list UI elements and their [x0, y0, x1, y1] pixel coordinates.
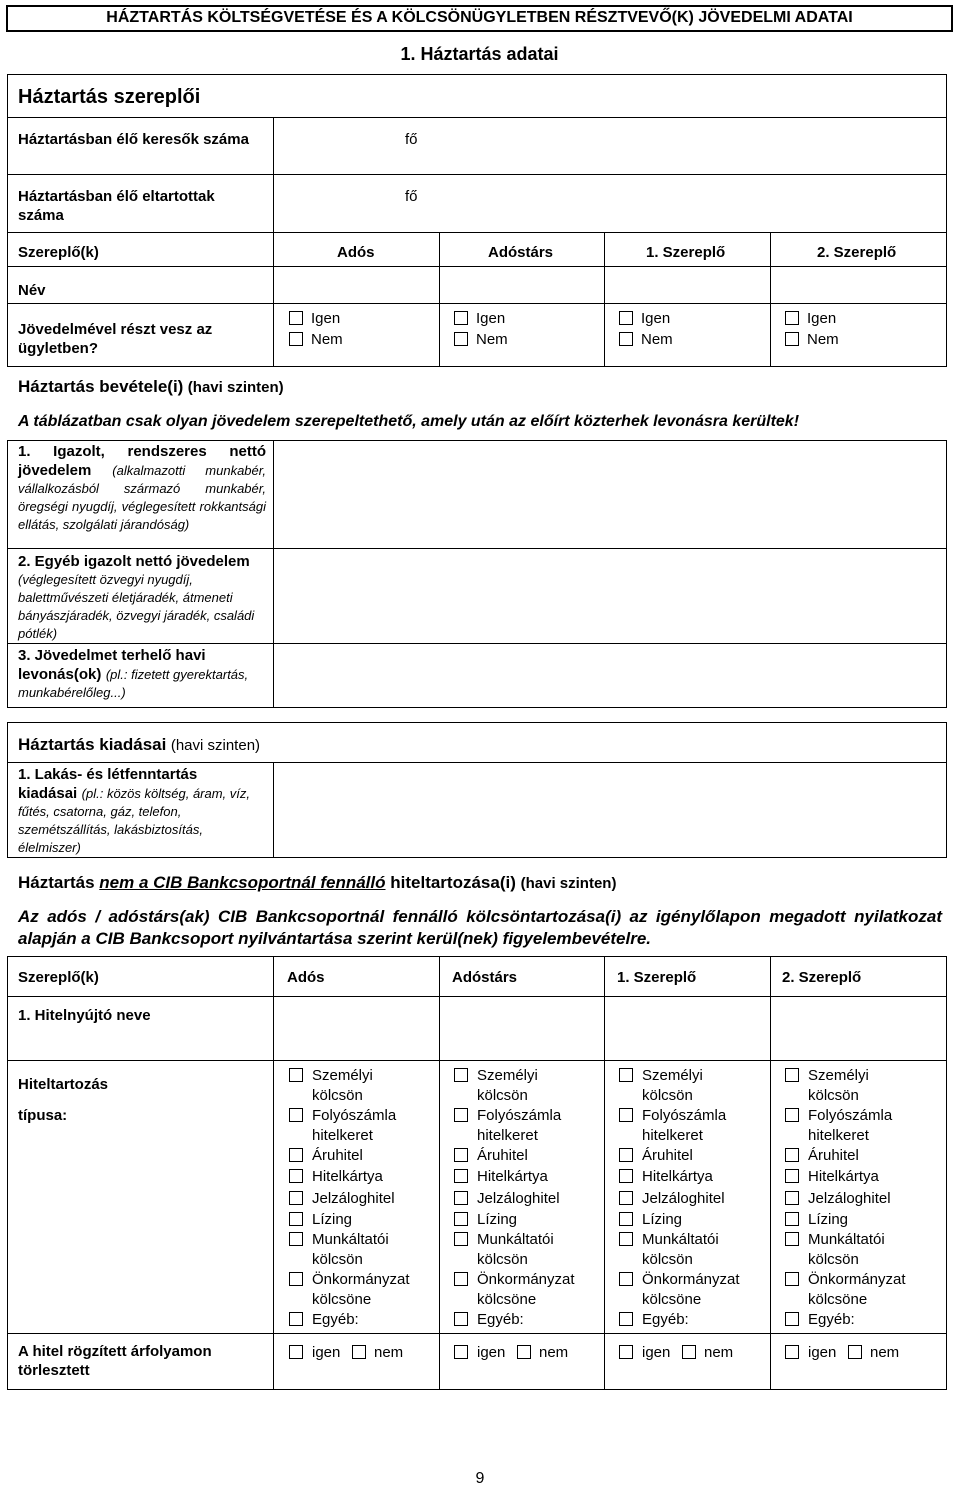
codebtor-loan-type-9-label: Egyéb:	[477, 1311, 524, 1328]
loans-heading: Háztartás nem a CIB Bankcsoportnál fennálló hiteltartozása(i) (havi szinten)	[18, 873, 617, 892]
debtor-fixed-rate-no-label: nem	[374, 1344, 404, 1361]
expenses-heading: Háztartás kiadásai (havi szinten)	[18, 735, 261, 754]
debtor-loan-type-2-label: Folyószámla hitelkeret	[312, 1107, 397, 1144]
loans-header-codebtor: Adóstárs	[452, 969, 518, 986]
participant-1-fixed-rate-yes-label: igen	[642, 1344, 671, 1361]
participant-1-fixed-rate-yes-checkbox[interactable]	[619, 1345, 633, 1359]
debtor-fixed-rate-yes-label: igen	[312, 1344, 341, 1361]
participant-1-loan-type-1-label: Személyi kölcsön	[642, 1067, 703, 1104]
debtor-yes-label: Igen	[311, 310, 341, 327]
participant-2-loan-type-4-checkbox[interactable]	[785, 1169, 799, 1183]
name-row-label: Név	[18, 282, 46, 299]
page-number: 9	[475, 1470, 485, 1487]
codebtor-fixed-rate-yes-label: igen	[477, 1344, 506, 1361]
participants-header-participant-1: 1. Szereplő	[646, 244, 726, 261]
participant-2-loan-type-8-checkbox[interactable]	[785, 1272, 799, 1286]
participant-1-loan-type-8-label: Önkormányzat kölcsöne	[642, 1271, 740, 1308]
household-members-heading: Háztartás szereplői	[18, 86, 201, 108]
participant-2-fixed-rate-no-checkbox[interactable]	[848, 1345, 862, 1359]
participant-2-loan-type-1-label: Személyi kölcsön	[808, 1067, 869, 1104]
debtor-loan-type-5-checkbox[interactable]	[289, 1191, 303, 1205]
participants-header-participant-2: 2. Szereplő	[817, 244, 897, 261]
codebtor-loan-type-4-checkbox[interactable]	[454, 1169, 468, 1183]
participant-2-loan-type-5-label: Jelzáloghitel	[808, 1190, 891, 1207]
codebtor-no-label: Nem	[476, 331, 508, 348]
participant-1-loan-type-1-checkbox[interactable]	[619, 1068, 633, 1082]
codebtor-loan-type-1-checkbox[interactable]	[454, 1068, 468, 1082]
codebtor-loan-type-8-label: Önkormányzat kölcsöne	[477, 1271, 575, 1308]
loans-header-role: Szereplő(k)	[18, 969, 99, 986]
income-item-1: 1. Igazolt, rendszeres nettó jövedelem (alkalmazotti munkabér, vállalkozásból származó munkabér, öregségi nyugdíj, véglegesített rokkantsági ellátás, szolgálati járandóság)	[18, 443, 266, 532]
participant-2-loan-type-9-label: Egyéb:	[808, 1311, 855, 1328]
participant-2-fixed-rate-yes-checkbox[interactable]	[785, 1345, 799, 1359]
loan-type-label: Hiteltartozás	[18, 1076, 109, 1093]
codebtor-loan-type-2-checkbox[interactable]	[454, 1108, 468, 1122]
participant-2-loan-type-7-label: Munkáltatói kölcsön	[808, 1231, 885, 1268]
participant-2-loan-type-7-checkbox[interactable]	[785, 1232, 799, 1246]
earners-unit: fő	[405, 131, 418, 148]
loan-type-label-suffix: típusa:	[18, 1107, 68, 1124]
participant-2-loan-type-3-label: Áruhitel	[808, 1147, 859, 1164]
participant-2-no-label: Nem	[807, 331, 839, 348]
participant-2-fixed-rate-yes-label: igen	[808, 1344, 837, 1361]
participant-1-fixed-rate-no-checkbox[interactable]	[682, 1345, 696, 1359]
participant-1-loan-type-3-label: Áruhitel	[642, 1147, 693, 1164]
codebtor-loan-type-6-checkbox[interactable]	[454, 1212, 468, 1226]
participant-1-loan-type-3-checkbox[interactable]	[619, 1148, 633, 1162]
participant-2-loan-type-6-checkbox[interactable]	[785, 1212, 799, 1226]
debtor-loan-type-1-label: Személyi kölcsön	[312, 1067, 373, 1104]
income-notice: A táblázatban csak olyan jövedelem szerepeltethető, amely után az előírt közterhek levonásra kerültek!	[18, 413, 800, 430]
codebtor-loan-type-3-label: Áruhitel	[477, 1147, 528, 1164]
codebtor-loan-type-2-label: Folyószámla hitelkeret	[477, 1107, 562, 1144]
section-title-household-data: 1. Háztartás adatai	[400, 44, 559, 64]
participant-2-loan-type-8-label: Önkormányzat kölcsöne	[808, 1271, 906, 1308]
loans-header-debtor: Adós	[287, 969, 325, 986]
debtor-loan-type-6-label: Lízing	[312, 1211, 353, 1228]
debtor-fixed-rate-no-checkbox[interactable]	[352, 1345, 366, 1359]
debtor-loan-type-7-label: Munkáltatói kölcsön	[312, 1231, 389, 1268]
participant-1-no-label: Nem	[641, 331, 673, 348]
participant-1-loan-type-2-label: Folyószámla hitelkeret	[642, 1107, 727, 1144]
codebtor-loan-type-6-label: Lízing	[477, 1211, 518, 1228]
participant-2-fixed-rate-no-label: nem	[870, 1344, 900, 1361]
participant-2-loan-type-2-checkbox[interactable]	[785, 1108, 799, 1122]
codebtor-loan-type-7-checkbox[interactable]	[454, 1232, 468, 1246]
participants-header-role: Szereplő(k)	[18, 244, 99, 261]
participant-2-loan-type-3-checkbox[interactable]	[785, 1148, 799, 1162]
codebtor-loan-type-5-checkbox[interactable]	[454, 1191, 468, 1205]
debtor-loan-type-6-checkbox[interactable]	[289, 1212, 303, 1226]
participant-2-loan-type-6-label: Lízing	[808, 1211, 849, 1228]
participant-1-yes-label: Igen	[641, 310, 671, 327]
income-heading: Háztartás bevétele(i) (havi szinten)	[18, 377, 284, 396]
participant-1-loan-type-4-checkbox[interactable]	[619, 1169, 633, 1183]
form-title: HÁZTARTÁS KÖLTSÉGVETÉSE ÉS A KÖLCSÖNÜGYLETBEN RÉSZTVEVŐ(K) JÖVEDELMI ADATAI	[106, 9, 853, 26]
codebtor-yes-label: Igen	[476, 310, 506, 327]
participant-1-loan-type-7-checkbox[interactable]	[619, 1232, 633, 1246]
dependents-unit: fő	[405, 188, 418, 205]
participant-1-no-checkbox[interactable]	[619, 332, 633, 346]
participant-1-loan-type-7-label: Munkáltatói kölcsön	[642, 1231, 719, 1268]
debtor-no-label: Nem	[311, 331, 343, 348]
debtor-loan-type-8-checkbox[interactable]	[289, 1272, 303, 1286]
debtor-loan-type-9-label: Egyéb:	[312, 1311, 359, 1328]
loans-header-participant-2: 2. Szereplő	[782, 969, 862, 986]
participant-1-loan-type-4-label: Hitelkártya	[642, 1168, 713, 1185]
codebtor-yes-checkbox[interactable]	[454, 311, 468, 325]
codebtor-fixed-rate-yes-checkbox[interactable]	[454, 1345, 468, 1359]
loans-header-participant-1: 1. Szereplő	[617, 969, 697, 986]
debtor-loan-type-4-label: Hitelkártya	[312, 1168, 383, 1185]
codebtor-no-checkbox[interactable]	[454, 332, 468, 346]
participant-2-yes-checkbox[interactable]	[785, 311, 799, 325]
participant-2-no-checkbox[interactable]	[785, 332, 799, 346]
participant-2-loan-type-2-label: Folyószámla hitelkeret	[808, 1107, 893, 1144]
codebtor-loan-type-4-label: Hitelkártya	[477, 1168, 548, 1185]
debtor-loan-type-4-checkbox[interactable]	[289, 1169, 303, 1183]
participant-1-loan-type-6-label: Lízing	[642, 1211, 683, 1228]
participant-2-yes-label: Igen	[807, 310, 837, 327]
debtor-loan-type-8-label: Önkormányzat kölcsöne	[312, 1271, 410, 1308]
participants-header-codebtor: Adóstárs	[488, 244, 554, 261]
expenses-item-1: 1. Lakás- és létfenntartás kiadásai (pl.: közös költség, áram, víz, fűtés, csatorna, gáz, telefon, szemétszállítás, lakásbiztosítás, élelmiszer)	[18, 766, 251, 855]
codebtor-fixed-rate-no-label: nem	[539, 1344, 569, 1361]
debtor-loan-type-9-checkbox[interactable]	[289, 1312, 303, 1326]
participants-header-debtor: Adós	[337, 244, 375, 261]
codebtor-loan-type-9-checkbox[interactable]	[454, 1312, 468, 1326]
debtor-no-checkbox[interactable]	[289, 332, 303, 346]
earners-label: Háztartásban élő keresők száma	[18, 131, 249, 148]
debtor-loan-type-1-checkbox[interactable]	[289, 1068, 303, 1082]
codebtor-loan-type-8-checkbox[interactable]	[454, 1272, 468, 1286]
participant-1-loan-type-5-label: Jelzáloghitel	[642, 1190, 725, 1207]
codebtor-loan-type-7-label: Munkáltatói kölcsön	[477, 1231, 554, 1268]
debtor-loan-type-2-checkbox[interactable]	[289, 1108, 303, 1122]
dependents-label: Háztartásban élő eltartottak száma	[18, 188, 215, 224]
income-item-3: 3. Jövedelmet terhelő havi levonás(ok) (pl.: fizetett gyerektartás, munkabérelőleg...)	[18, 647, 249, 700]
lender-name-label: 1. Hitelnyújtó neve	[18, 1007, 151, 1024]
codebtor-fixed-rate-no-checkbox[interactable]	[517, 1345, 531, 1359]
codebtor-loan-type-1-label: Személyi kölcsön	[477, 1067, 538, 1104]
fixed-rate-label: A hitel rögzített árfolyamon törlesztett	[18, 1343, 212, 1379]
participant-1-loan-type-5-checkbox[interactable]	[619, 1191, 633, 1205]
participant-2-loan-type-5-checkbox[interactable]	[785, 1191, 799, 1205]
income-participation-label: Jövedelmével részt vesz az ügyletben?	[18, 321, 213, 357]
income-item-2: 2. Egyéb igazolt nettó jövedelem (véglegesített özvegyi nyugdíj, balettművészeti életjáradék, átmeneti bányászjáradék, özvegyi járadék, családi pótlék)	[18, 553, 255, 641]
codebtor-loan-type-3-checkbox[interactable]	[454, 1148, 468, 1162]
debtor-loan-type-5-label: Jelzáloghitel	[312, 1190, 395, 1207]
debtor-loan-type-3-checkbox[interactable]	[289, 1148, 303, 1162]
debtor-loan-type-7-checkbox[interactable]	[289, 1232, 303, 1246]
debtor-yes-checkbox[interactable]	[289, 311, 303, 325]
participant-1-loan-type-6-checkbox[interactable]	[619, 1212, 633, 1226]
participant-1-loan-type-9-label: Egyéb:	[642, 1311, 689, 1328]
loans-notice: Az adós / adóstárs(ak) CIB Bankcsoportnál fennálló kölcsöntartozása(i) az igénylőlapon megadott nyilatkozat alapján a CIB Bankcsoport nyilvántartása szerint kerül(nek) figyelembevételre.	[18, 907, 942, 948]
participant-2-loan-type-9-checkbox[interactable]	[785, 1312, 799, 1326]
participant-1-loan-type-2-checkbox[interactable]	[619, 1108, 633, 1122]
participant-1-fixed-rate-no-label: nem	[704, 1344, 734, 1361]
codebtor-loan-type-5-label: Jelzáloghitel	[477, 1190, 560, 1207]
debtor-loan-type-3-label: Áruhitel	[312, 1147, 363, 1164]
participant-2-loan-type-1-checkbox[interactable]	[785, 1068, 799, 1082]
debtor-fixed-rate-yes-checkbox[interactable]	[289, 1345, 303, 1359]
participant-2-loan-type-4-label: Hitelkártya	[808, 1168, 879, 1185]
participant-1-yes-checkbox[interactable]	[619, 311, 633, 325]
participant-1-loan-type-8-checkbox[interactable]	[619, 1272, 633, 1286]
participant-1-loan-type-9-checkbox[interactable]	[619, 1312, 633, 1326]
